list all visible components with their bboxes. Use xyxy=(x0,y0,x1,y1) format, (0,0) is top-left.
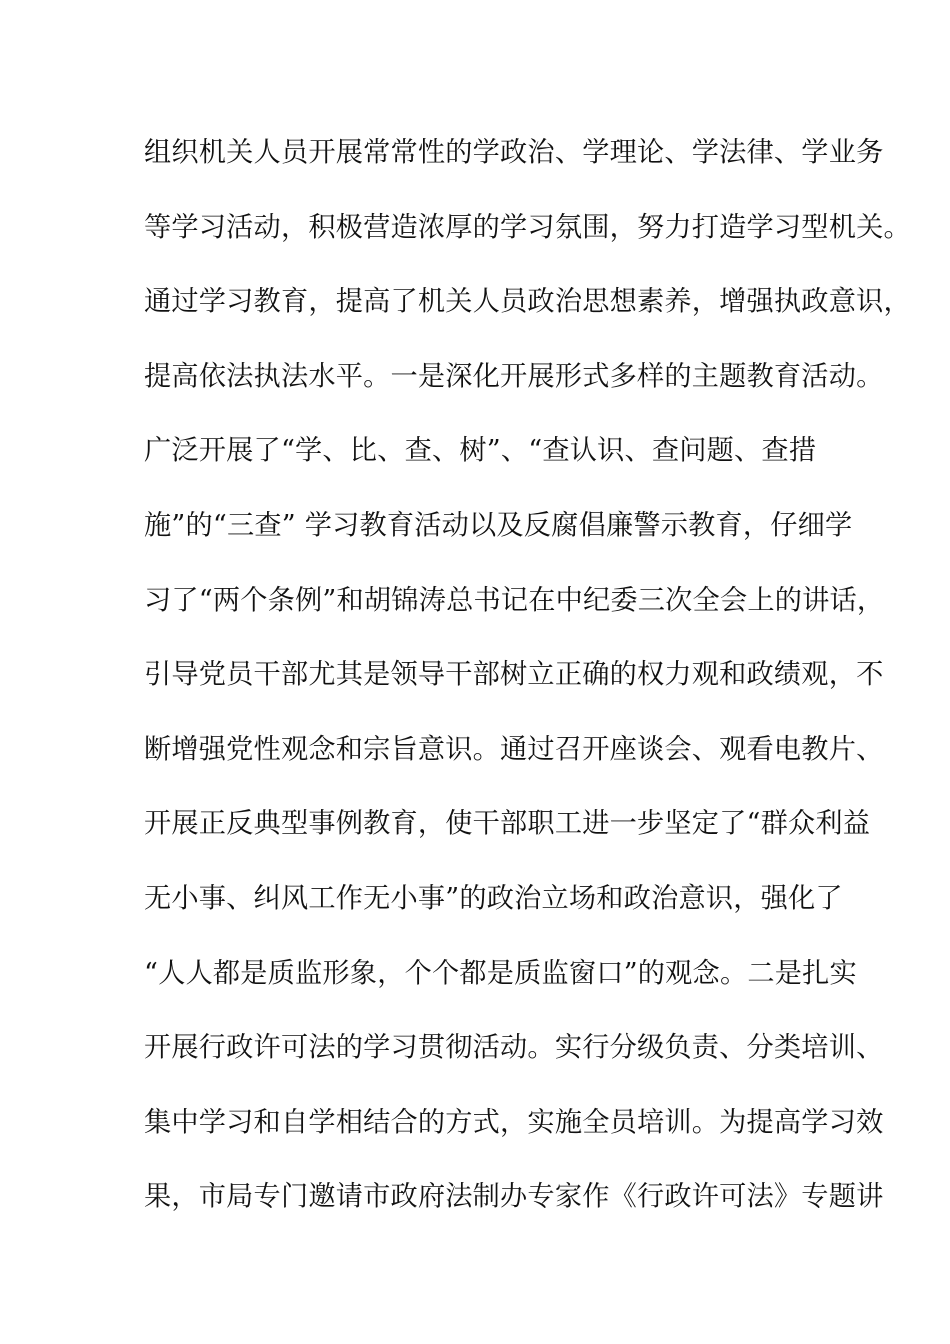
text-line: 施”的“三查” 学习教育活动以及反腐倡廉警示教育，仔细学 xyxy=(144,509,853,541)
text-line: 通过学习教育，提高了机关人员政治思想素养，增强执政意识， xyxy=(144,286,911,318)
text-line: 开展正反典型事例教育，使干部职工进一步坚定了“群众利益 xyxy=(144,808,871,840)
text-line: 集中学习和自学相结合的方式，实施全员培训。为提高学习效 xyxy=(144,1106,884,1138)
text-line: 断增强党性观念和宗旨意识。通过召开座谈会、观看电教片、 xyxy=(144,733,884,765)
text-line: 习了“两个条例”和胡锦涛总书记在中纪委三次全会上的讲话， xyxy=(144,584,885,616)
text-line: 开展行政许可法的学习贯彻活动。实行分级负责、分类培训、 xyxy=(144,1032,884,1064)
text-line: 提高依法执法水平。一是深化开展形式多样的主题教育活动。 xyxy=(144,360,884,392)
text-line: 广泛开展了“学、比、查、树”、“查认识、查问题、查措 xyxy=(144,435,817,467)
text-line: 等学习活动，积极营造浓厚的学习氛围，努力打造学习型机关。 xyxy=(144,211,911,243)
text-line: 引导党员干部尤其是领导干部树立正确的权力观和政绩观，不 xyxy=(144,659,884,691)
text-line: 果，市局专门邀请市政府法制办专家作《行政许可法》专题讲 xyxy=(144,1181,884,1213)
text-line: “人人都是质监形象，个个都是质监窗口”的观念。二是扎实 xyxy=(144,957,857,989)
text-line: 无小事、纠风工作无小事”的政治立场和政治意识，强化了 xyxy=(144,882,843,914)
body-text xyxy=(144,132,911,1251)
text-line: 组织机关人员开展常常性的学政治、学理论、学法律、学业务 xyxy=(144,137,884,168)
